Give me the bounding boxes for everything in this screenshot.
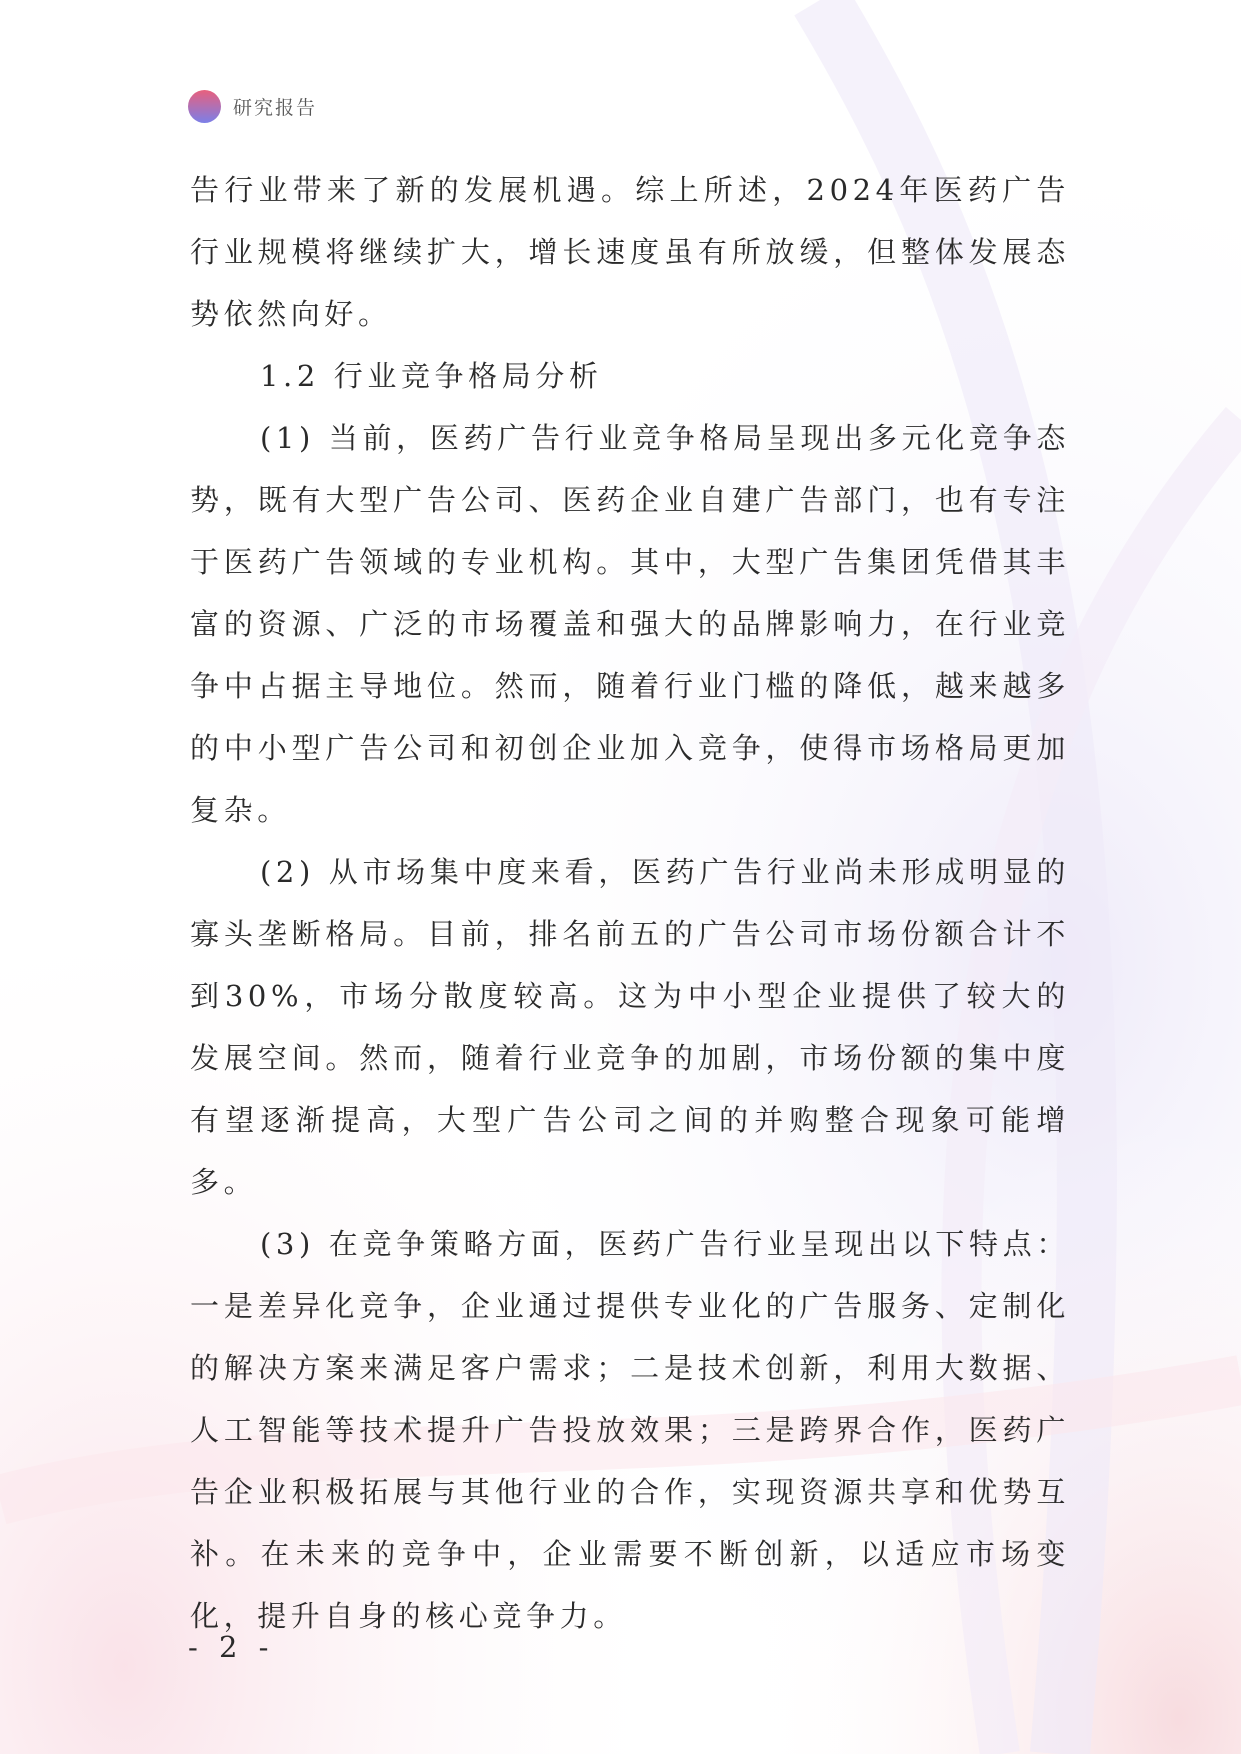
page-header — [188, 88, 317, 124]
paragraph-3: (3) 在竞争策略方面，医药广告行业呈现出以下特点：一是差异化竞争，企业通过提供专业化的广告服务、定制化的解决方案来满足客户需求；二是技术创新，利用大数据、人工智能等技术提升广告投放效果；三是跨界合作，医药广告企业积极拓展与其他行业的合作，实现资源共享和优势互补。在未来的竞争中，企业需要不断创新，以适应市场变化，提升自身的核心竞争力。 — [190, 1227, 1070, 1633]
page-number: - 2 - — [188, 1630, 275, 1664]
paragraph-2: (2) 从市场集中度来看，医药广告行业尚未形成明显的寡头垄断格局。目前，排名前五的广告公司市场份额合计不到30%，市场分散度较高。这为中小型企业提供了较大的发展空间。然而，随着行业竞争的加剧，市场份额的集中度有望逐渐提高，大型广告公司之间的并购整合现象可能增多。 — [190, 855, 1070, 1199]
paragraph-continued: 告行业带来了新的发展机遇。综上所述，2024年医药广告行业规模将继续扩大，增长速度虽有所放缓，但整体发展态势依然向好。 — [190, 173, 1070, 331]
header-title: 研究报告 — [233, 96, 318, 119]
section-heading: 1.2 行业竞争格局分析 — [260, 359, 603, 393]
report-logo-icon — [188, 90, 221, 123]
paragraph-1: (1) 当前，医药广告行业竞争格局呈现出多元化竞争态势，既有大型广告公司、医药企业自建广告部门，也有专注于医药广告领域的专业机构。其中，大型广告集团凭借其丰富的资源、广泛的市场覆盖和强大的品牌影响力，在行业竞争中占据主导地位。然而，随着行业门槛的降低，越来越多的中小型广告公司和初创企业加入竞争，使得市场格局更加复杂。 — [190, 421, 1070, 827]
document-body — [190, 159, 1070, 1647]
